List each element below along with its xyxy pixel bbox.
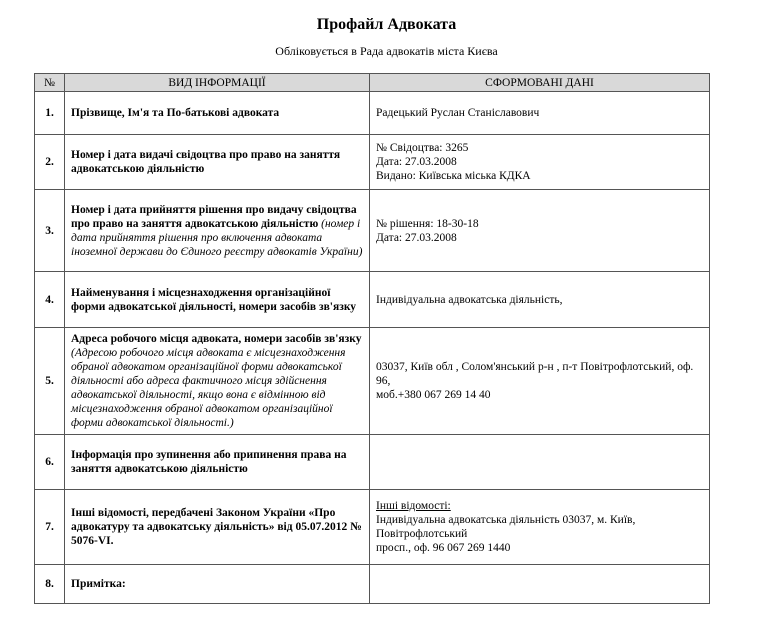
row-label xyxy=(65,92,370,135)
label-text: Примітка: xyxy=(71,578,126,590)
value-text: Індивідуальна адвокатська діяльність, xyxy=(376,293,563,306)
value-line: просп., оф. 96 067 269 1440 xyxy=(376,542,511,554)
row-value xyxy=(370,272,710,328)
header-data: СФОРМОВАНІ ДАНІ xyxy=(370,74,710,92)
row-number: 2. xyxy=(35,135,65,190)
value-line: Індивідуальна адвокатська діяльність 03037, м. Київ, Повітрофлотський xyxy=(376,514,636,540)
row-label xyxy=(65,328,370,435)
row-label xyxy=(65,565,370,604)
row-value xyxy=(370,435,710,490)
row-number: 4. xyxy=(35,272,65,328)
row-number: 1. xyxy=(35,92,65,135)
value-line: № рішення: 18-30-18 xyxy=(376,217,479,230)
row-number: 8. xyxy=(35,565,65,604)
table-row xyxy=(35,92,710,135)
value-line: Дата: 27.03.2008 xyxy=(376,156,457,168)
row-label xyxy=(65,435,370,490)
header-num: № xyxy=(35,74,65,92)
value-line: 03037, Київ обл , Солом'янський р-н , п-т Повітрофлотський, оф. 96, xyxy=(376,361,694,387)
row-value xyxy=(370,328,710,435)
value-line: моб.+380 067 269 14 40 xyxy=(376,389,491,401)
value-line: Дата: 27.03.2008 xyxy=(376,231,457,244)
row-number: 6. xyxy=(35,435,65,490)
value-heading: Інші відомості: xyxy=(376,500,451,512)
label-text: Інформація про зупинення або припинення права на заняття адвокатською діяльністю xyxy=(71,449,347,475)
row-value xyxy=(370,92,710,135)
header-info: ВИД ІНФОРМАЦІЇ xyxy=(65,74,370,92)
table-header-row xyxy=(35,74,710,92)
table-row xyxy=(35,328,710,435)
row-value xyxy=(370,135,710,190)
label-text: Адреса робочого місця адвоката, номери засобів зв'язку xyxy=(71,333,362,345)
value-line: Видано: Київська міська КДКА xyxy=(376,170,531,182)
table-row xyxy=(35,565,710,604)
table-row xyxy=(35,190,710,272)
label-text: Номер і дата видачі свідоцтва про право на заняття адвокатською діяльністю xyxy=(71,149,341,175)
note-text: (Адресою робочого місця адвоката є місцезнаходження обраної адвокатом організаційної форми адвокатської діяльності або адреса фактичного місця здійснення адвокатської діяльності, якщо вона є відмінною від місцезнаходження обраної адвокатом організаційної форми адвокатської діяльності.) xyxy=(71,347,346,429)
document-subtitle: Обліковується в Рада адвокатів міста Києва xyxy=(275,44,498,58)
row-value xyxy=(370,490,710,565)
profile-table xyxy=(34,73,710,604)
row-label xyxy=(65,490,370,565)
document-title: Профайл Адвоката xyxy=(316,16,457,33)
row-label xyxy=(65,272,370,328)
row-number: 5. xyxy=(35,328,65,435)
table-row xyxy=(35,272,710,328)
label-text: Прізвище, Ім'я та По-батькові адвоката xyxy=(71,107,280,119)
value-text: Радецький Руслан Станіславович xyxy=(376,107,540,119)
label-text: Інші відомості, передбачені Законом України «Про адвокатуру та адвокатську діяльність» від 05.07.2012 № 5076-VI. xyxy=(71,507,362,547)
table-row xyxy=(35,435,710,490)
row-value xyxy=(370,565,710,604)
note-text: (номер і дата прийняття рішення про включення адвоката іноземної держави до Єдиного реєстру адвокатів України) xyxy=(71,217,363,258)
row-number: 3. xyxy=(35,190,65,272)
label-text: Номер і дата прийняття рішення про видачу свідоцтва про право на заняття адвокатською діяльністю xyxy=(71,203,357,230)
table-row xyxy=(35,490,710,565)
row-value xyxy=(370,190,710,272)
row-label xyxy=(65,190,370,272)
row-label xyxy=(65,135,370,190)
row-number: 7. xyxy=(35,490,65,565)
value-line: № Свідоцтва: 3265 xyxy=(376,142,469,154)
label-text: Найменування і місцезнаходження організаційної форми адвокатської діяльності, номери засобів зв'язку xyxy=(71,286,357,313)
table-row xyxy=(35,135,710,190)
